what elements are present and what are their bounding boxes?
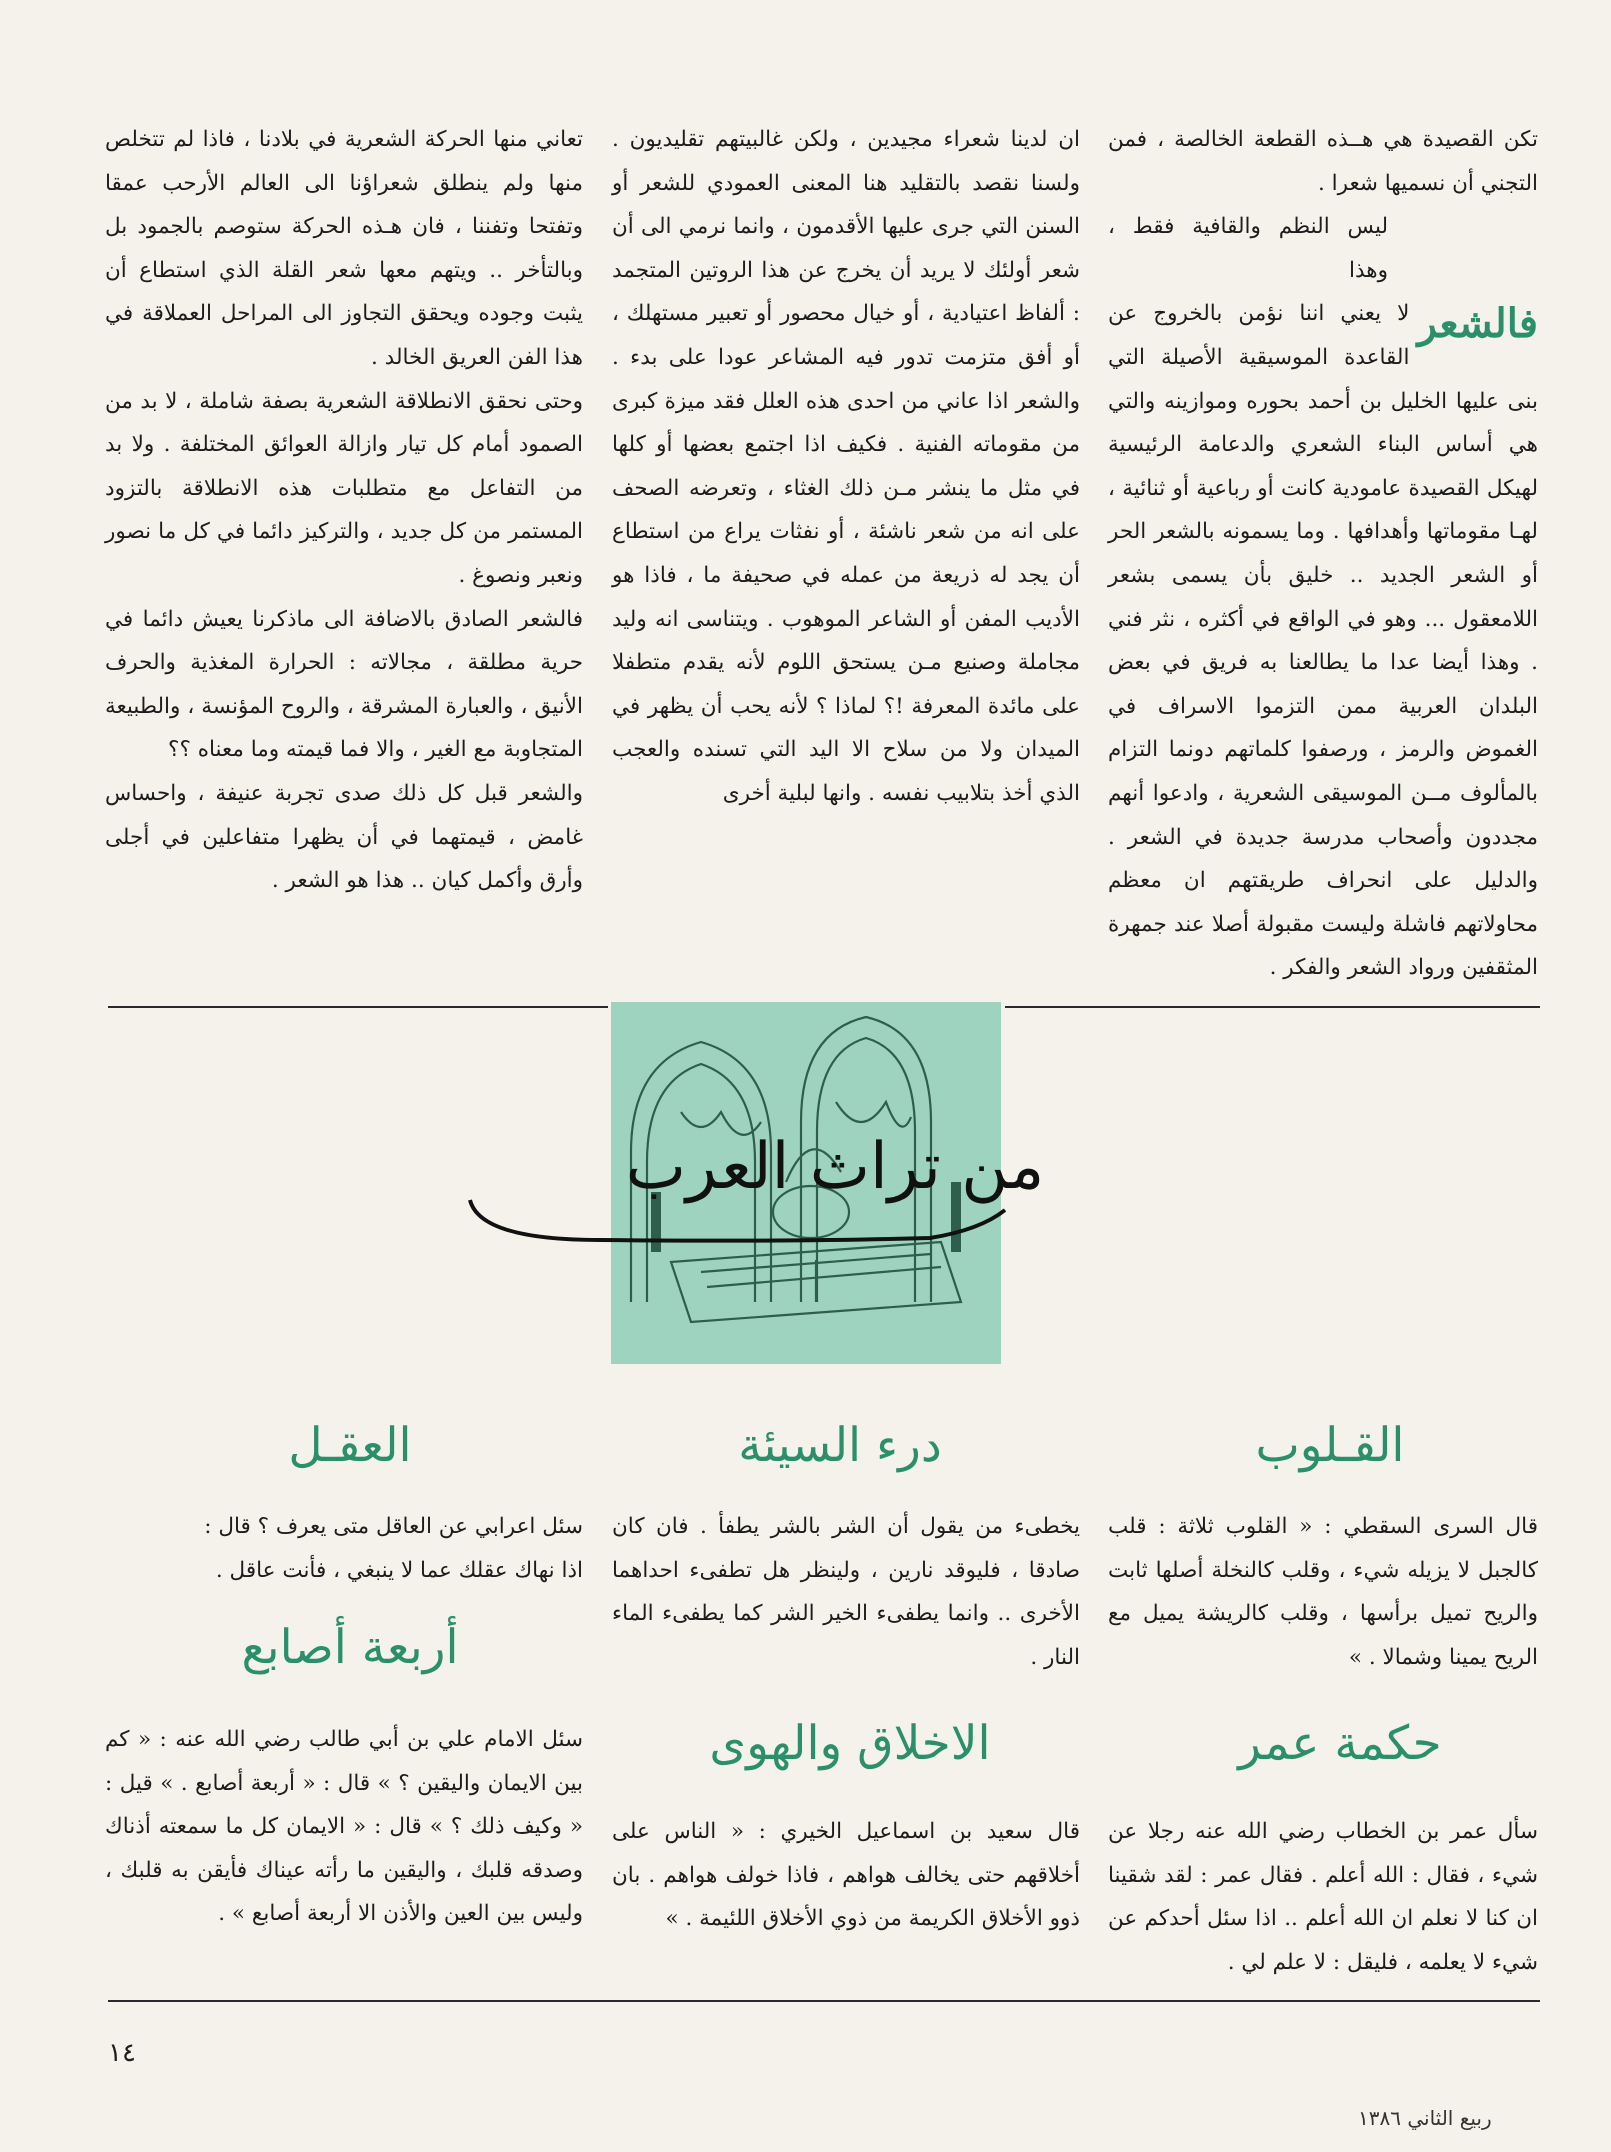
title-hearts: القـلوب (1255, 1418, 1405, 1473)
heritage-title: من تراث العرب (625, 1130, 1045, 1204)
body-four-fingers: سئل الامام علي بن أبي طالب رضي الله عنه : « كم بين الايمان واليقين ؟ » قال : « أربعة أصابع . » قيل : « وكيف ذلك ؟ » قال : « الايمان كل ما سمعته أذناك وصدقه قلبك ، واليقين ما رأته عيناك فأيقن به قلبك ، وليس بين العين والأذن الا أربعة أصابع » . (105, 1727, 583, 1927)
dropcap-poetry: فالشعر (1417, 300, 1538, 348)
left-paragraph-3: فالشعر الصادق بالاضافة الى ماذكرنا يعيش دائما في حرية مطلقة ، مجالاته : الحرارة المغذية والحرف الأنيق ، والعبارة المشرقة ، والروح المؤنسة ، والطبيعة المتجاوبة مع الغير ، والا فما قيمته وما معناه ؟؟ (105, 606, 583, 763)
right-paragraph-2-lead: ليس النظم والقافية فقط ، وهذا (1108, 214, 1388, 283)
left-paragraph-2: وحتى نحقق الانطلاقة الشعرية بصفة شاملة ، لا بد من الصمود أمام كل تيار وازالة العوائق المختلفة . ولا بد من التفاعل مع متطلبات هذه الانطلاقة بالتزود المستمر من كل جديد ، والتركيز دائما في كل ما نصور ونعبر ونصوغ . (105, 388, 583, 588)
body-omar: سأل عمر بن الخطاب رضي الله عنه رجلا عن شيء ، فقال : الله أعلم . فقال عمر : لقد شقينا ان كنا لا نعلم ان الله أعلم .. اذا سئل أحدكم عن شيء لا يعلمه ، فليقل : لا علم لي . (1108, 1819, 1538, 1975)
issue-date: ربيع الثاني ١٣٨٦ (1358, 2106, 1492, 2130)
title-morals: الاخلاق والهوى (709, 1716, 991, 1771)
title-mind: العقـل (288, 1418, 412, 1473)
right-paragraph-2-body: لا يعني اننا نؤمن بالخروج عن القاعدة الموسيقية الأصيلة التي بنى عليها الخليل بن أحمد بحوره وموازينه والتي هي أساس البناء الشعري والدعامة الرئيسية لهيكل القصيدة عامودية كانت أو رباعية أو ثنائية ، لهـا مقوماتها وأهدافها . وما يسمونه بالشعر الحر أو الشعر الجديد .. خليق بأن يسمى بشعر اللامعقول ... وهو في الواقع في أكثره ، نثر فني . وهذا أيضا عدا ما يطالعنا به فريق في بعض البلدان العربية ممن التزموا الاسراف في الغموض والرمز ، ورصفوا كلماتهم دونما التزام بالمألوف مــن الموسيقى الشعرية ، وادعوا أنهم مجددون وأصحاب مدرسة جديدة في الشعر . والدليل على انحراف طريقتهم ان معظم محاولاتهم فاشلة وليست مقبولة أصلا عند جمهرة المثقفين ورواد الشعر والفكر . (1108, 301, 1538, 981)
bottom-divider (108, 2000, 1540, 2002)
left-paragraph-4: والشعر قبل كل ذلك صدى تجربة عنيفة ، واحساس غامض ، قيمتهما في أن يظهرا متفاعلين في أجلى وأرق وأكمل كيان .. هذا هو الشعر . (105, 780, 583, 894)
body-mind-answer: اذا نهاك عقلك عما لا ينبغي ، فأنت عاقل . (215, 1557, 583, 1583)
body-morals: قال سعيد بن اسماعيل الخيري : « الناس على أخلاقهم حتى يخالف هواهم ، فاذا خولف هواهم . بان ذوو الأخلاق الكريمة من ذوي الأخلاق اللئيمة . » (612, 1819, 1080, 1932)
title-omar: حكمة عمر (1238, 1716, 1442, 1771)
divider-right (1005, 1006, 1540, 1008)
body-evil: يخطىء من يقول أن الشر بالشر يطفأ . فان كان صادقا ، فليوقد نارين ، ولينظر هل تطفىء احداهما الأخرى .. وانما يطفىء الخير الشر كما يطفىء الماء النار . (612, 1514, 1080, 1670)
column-middle (612, 118, 1080, 938)
body-hearts: قال السرى السقطي : « القلوب ثلاثة : قلب كالجبل لا يزيله شيء ، وقلب كالنخلة أصلها ثابت والريح تميل برأسها ، وقلب كالريشة يميل مع الريح يمينا وشمالا . » (1108, 1514, 1538, 1670)
body-mind-question: سئل اعرابي عن العاقل متى يعرف ؟ قال : (204, 1514, 583, 1539)
column-left (105, 118, 583, 938)
title-four-fingers: أربعة أصابع (241, 1620, 459, 1675)
column-right (1108, 118, 1538, 981)
body-mind (105, 1505, 583, 1592)
left-paragraph-1: تعاني منها الحركة الشعرية في بلادنا ، فاذا لم تتخلص منها ولم ينطلق شعراؤنا الى العالم الأرحب عمقا وتفتحا وتفننا ، فان هـذه الحركة ستوصم بالجمود بل وبالتأخر .. ويتهم معها شعر القلة الذي استطاع أن يثبت وجوده ويحقق التجاوز الى المراحل العملاقة في هذا الفن العريق الخالد . (105, 127, 583, 370)
right-paragraph-1: تكن القصيدة هي هــذه القطعة الخالصة ، فمن التجني أن نسميها شعرا . (1108, 127, 1538, 196)
divider-left (108, 1006, 608, 1008)
title-evil: درء السيئة (738, 1418, 942, 1473)
title-swash (460, 1160, 1020, 1250)
page-number: ١٤ (108, 2038, 136, 2068)
middle-paragraph: ان لدينا شعراء مجيدين ، ولكن غالبيتهم تقليديون . ولسنا نقصد بالتقليد هنا المعنى العمودي للشعر أو السنن التي جرى عليها الأقدمون ، وانما نرمي الى أن شعر أولئك لا يريد أن يخرج عن هذا الروتين المتجمد : ألفاظ اعتيادية ، أو خيال محصور أو تعبير مستهلك ، أو أفق متزمت تدور فيه المشاعر عودا على بدء . والشعر اذا عاني من احدى هذه العلل فقد ميزة كبرى من مقوماته الفنية . فكيف اذا اجتمع بعضها أو كلها في مثل ما ينشر مـن ذلك الغثاء ، وتعرضه الصحف على انه من شعر ناشئة ، أو نفثات يراع من استطاع أن يجد له ذريعة من عمله في صحيفة ما ، فاذا هو الأديب المفن أو الشاعر الموهوب . ويتناسى انه وليد مجاملة وصنيع مـن يستحق اللوم لأنه يقدم متطفلا على مائدة المعرفة !؟ لماذا ؟ لأنه يحب أن يظهر في الميدان ولا من سلاح الا اليد التي تسنده والعجب الذي أخذ بتلابيب نفسه . وانها لبلية أخرى (612, 127, 1080, 806)
right-paragraph-2 (1108, 205, 1538, 990)
